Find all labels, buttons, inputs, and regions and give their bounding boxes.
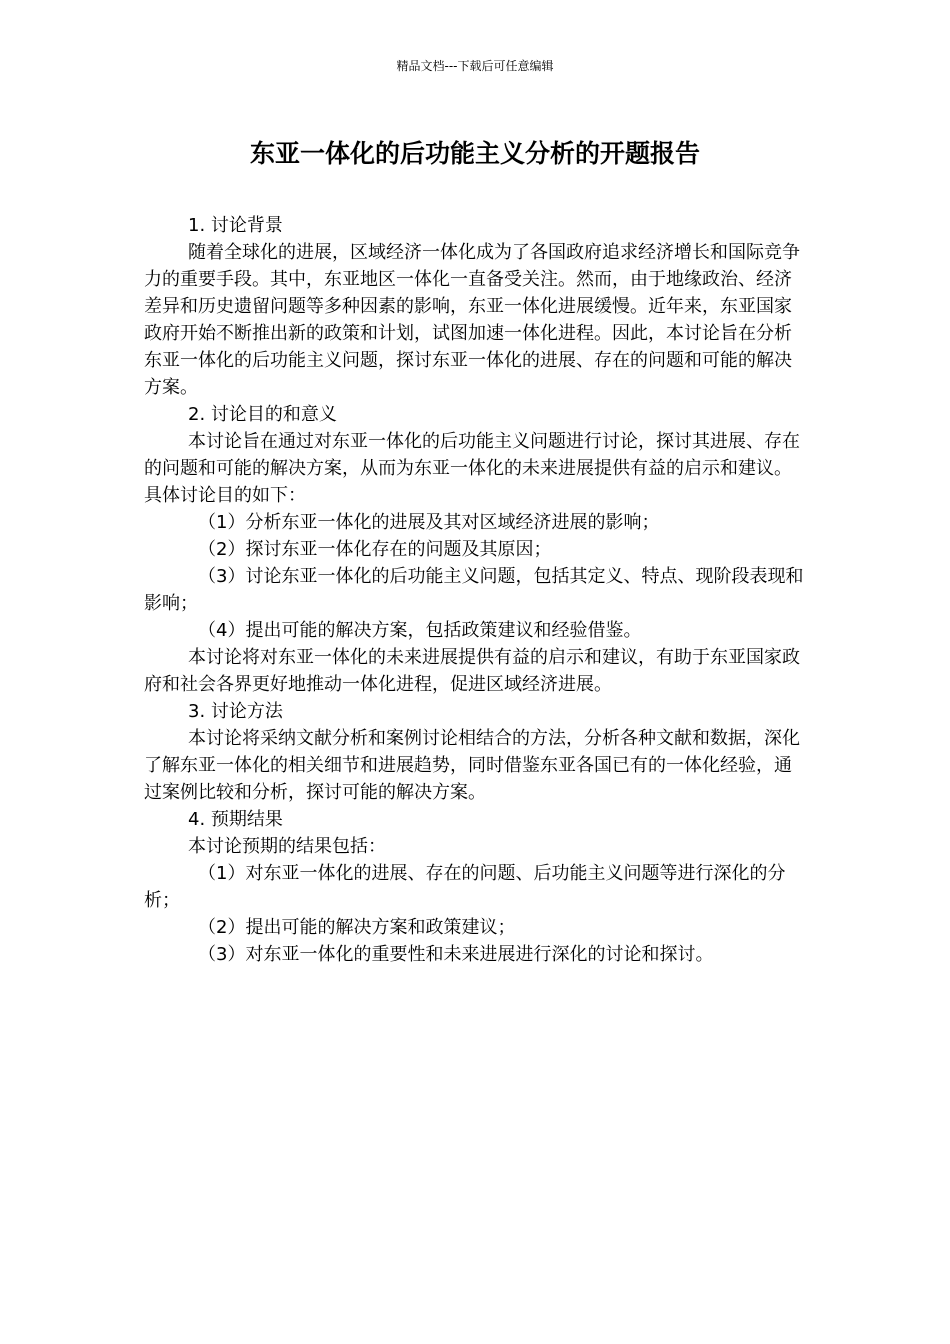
list-item-results-3: （3）对东亚一体化的重要性和未来进展进行深化的讨论和探讨。 — [198, 944, 714, 965]
section-heading-purpose: 2. 讨论目的和意义 — [188, 404, 337, 425]
section-heading-results: 4. 预期结果 — [188, 809, 283, 830]
list-item-results-2: （2）提出可能的解决方案和政策建议； — [198, 917, 516, 938]
list-item-purpose-3: （3）讨论东亚一体化的后功能主义问题，包括其定义、特点、现阶段表现和影响； — [144, 566, 804, 614]
list-item-results-1: （1）对东亚一体化的进展、存在的问题、后功能主义问题等进行深化的分析； — [144, 863, 786, 911]
list-item-purpose-2: （2）探讨东亚一体化存在的问题及其原因； — [198, 539, 552, 560]
paragraph-purpose-intro: 本讨论旨在通过对东亚一体化的后功能主义问题进行讨论，探讨其进展、存在的问题和可能的解决方案，从而为东亚一体化的未来进展提供有益的启示和建议。具体讨论目的如下： — [144, 431, 800, 506]
list-item-purpose-1: （1）分析东亚一体化的进展及其对区域经济进展的影响； — [198, 512, 660, 533]
section-heading-method: 3. 讨论方法 — [188, 701, 283, 722]
section-heading-background: 1. 讨论背景 — [188, 215, 283, 236]
list-item-purpose-4: （4）提出可能的解决方案，包括政策建议和经验借鉴。 — [198, 620, 642, 641]
document-title: 东亚一体化的后功能主义分析的开题报告 — [249, 139, 700, 168]
page-header: 精品文档---下载后可任意编辑 — [396, 59, 554, 73]
paragraph-results-intro: 本讨论预期的结果包括： — [188, 836, 386, 857]
paragraph-purpose-closing: 本讨论将对东亚一体化的未来进展提供有益的启示和建议，有助于东亚国家政府和社会各界更好地推动一体化进程，促进区域经济进展。 — [144, 647, 800, 695]
paragraph-background: 随着全球化的进展，区域经济一体化成为了各国政府追求经济增长和国际竞争力的重要手段。其中，东亚地区一体化一直备受关注。然而，由于地缘政治、经济差异和历史遗留问题等多种因素的影响，东亚一体化进展缓慢。近年来，东亚国家政府开始不断推出新的政策和计划，试图加速一体化进程。因此，本讨论旨在分析东亚一体化的后功能主义问题，探讨东亚一体化的进展、存在的问题和可能的解决方案。 — [144, 242, 800, 398]
paragraph-method: 本讨论将采纳文献分析和案例讨论相结合的方法，分析各种文献和数据，深化了解东亚一体化的相关细节和进展趋势，同时借鉴东亚各国已有的一体化经验，通过案例比较和分析，探讨可能的解决方案。 — [144, 728, 800, 803]
document-body — [144, 212, 808, 968]
